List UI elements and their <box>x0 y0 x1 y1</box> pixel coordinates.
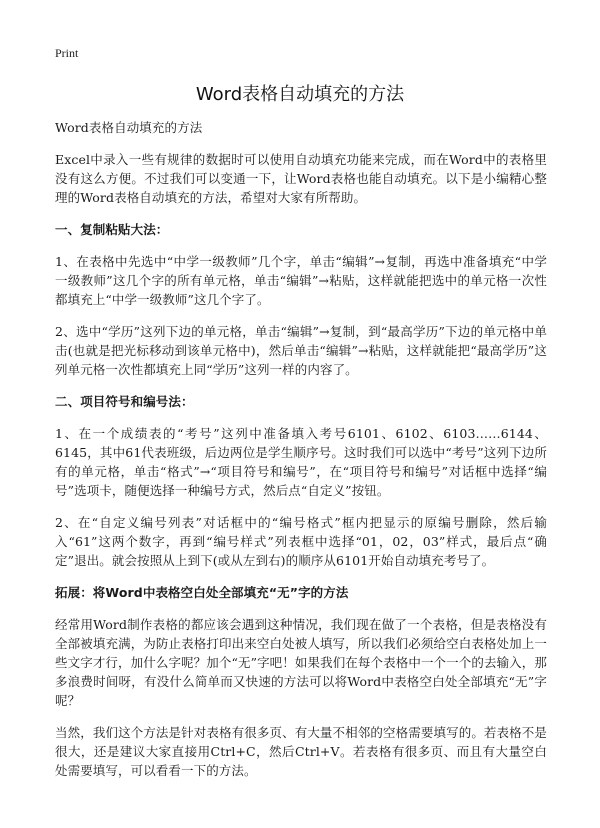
section-heading: 一、复制粘贴大法： <box>55 222 169 237</box>
section-paragraph: 2、选中“学历”这列下边的单元格，单击“编辑”→复制，到“最高学历”下边的单元格中单击(也就是把光标移动到该单元格中)，然后单击“编辑”→粘贴，这样就能把“最高学历”这列单元格一次性都填充上同“学历”这列一样的内容了。 <box>55 324 547 377</box>
section-paragraph: 经常用Word制作表格的都应该会遇到这种情况，我们现在做了一个表格，但是表格没有全部被填充满，为防止表格打印出来空白处被人填写，所以我们必须给空白表格处加上一些文字才行，加什么字呢？加个“无”字吧！如果我们在每个表格中一个一个的去输入，那多浪费时间呀，有没什么简单而又快速的方法可以将Word中表格空白处全部填充“无”字呢？ <box>55 617 547 708</box>
section-paragraph: 当然，我们这个方法是针对表格有很多页、有大量不相邻的空格需要填写的。若表格不是很大，还是建议大家直接用Ctrl+C，然后Ctrl+V。若表格有很多页、而且有大量空白处需要填写，可以看看一下的方法。 <box>55 725 547 778</box>
article-subtitle: Word表格自动填充的方法 <box>55 120 203 135</box>
print-link[interactable]: Print <box>55 46 79 60</box>
section-paragraph: 2、在“自定义编号列表”对话框中的“编号格式”框内把显示的原编号删除，然后输入“61”这两个数字，再到“编号样式”列表框中选择“01，02，03”样式，最后点“确定”退出。就会按照从上到下(或从左到右)的顺序从6101开始自动填充考号了。 <box>55 515 547 568</box>
section-paragraph: 1、在表格中先选中“中学一级教师”几个字，单击“编辑”→复制，再选中准备填充“中学一级教师”这几个字的所有单元格，单击“编辑”→粘贴，这样就能把选中的单元格一次性都填充上“中学一级教师”这几个字了。 <box>55 254 547 307</box>
page-title: Word表格自动填充的方法 <box>195 84 405 105</box>
intro-paragraph: Excel中录入一些有规律的数据时可以使用自动填充功能来完成，而在Word中的表格里没有这么方便。不过我们可以变通一下，让Word表格也能自动填充。以下是小编精心整理的Word表格自动填充的方法，希望对大家有所帮助。 <box>55 152 547 205</box>
section-heading: 拓展：将Word中表格空白处全部填充“无”字的方法 <box>55 585 349 600</box>
section-heading: 二、项目符号和编号法： <box>55 394 194 409</box>
article-body <box>55 118 547 793</box>
section-paragraph: 1、在一个成绩表的“考号”这列中准备填入考号6101、6102、6103……6144、6145，其中61代表班级，后边两位是学生顺序号。这时我们可以选中“考号”这列下边所有的单元格，单击“格式”→“项目符号和编号”，在“项目符号和编号”对话框中选择“编号”选项卡，随便选择一种编号方式，然后点“自定义”按钮。 <box>55 426 547 498</box>
